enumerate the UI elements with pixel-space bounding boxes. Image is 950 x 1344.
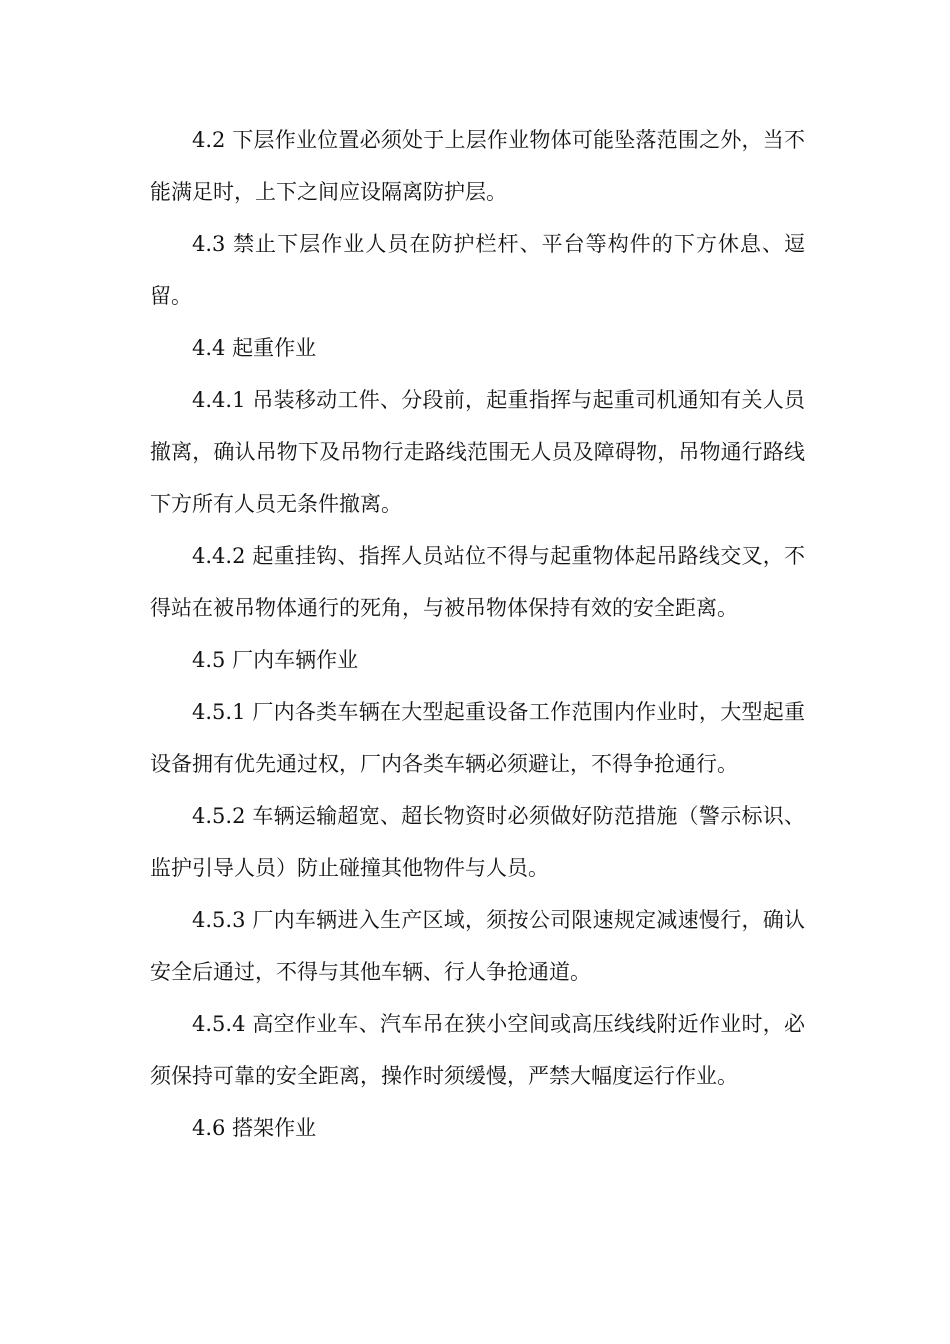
section-heading-4-6: 4.6 搭架作业: [192, 1116, 317, 1140]
paragraph-4-5-3: 4.5.3 厂内车辆进入生产区域，须按公司限速规定减速慢行，确认安全后通过，不得与其他车辆、行人争抢通道。: [150, 908, 805, 984]
paragraph-4-2: 4.2 下层作业位置必须处于上层作业物体可能坠落范围之外，当不能满足时，上下之间应设隔离防护层。: [150, 128, 805, 204]
paragraph-4-3: 4.3 禁止下层作业人员在防护栏杆、平台等构件的下方休息、逗留。: [150, 232, 805, 308]
paragraph-4-5-4: 4.5.4 高空作业车、汽车吊在狭小空间或高压线线附近作业时，必须保持可靠的安全距离，操作时须缓慢，严禁大幅度运行作业。: [150, 1012, 805, 1088]
paragraph-4-4-1: 4.4.1 吊装移动工件、分段前，起重指挥与起重司机通知有关人员撤离，确认吊物下及吊物行走路线范围无人员及障碍物，吊物通行路线下方所有人员无条件撤离。: [150, 388, 805, 516]
document-body: [150, 114, 805, 1154]
paragraph-4-5-2: 4.5.2 车辆运输超宽、超长物资时必须做好防范措施（警示标识、监护引导人员）防止碰撞其他物件与人员。: [150, 804, 805, 880]
paragraph-4-4-2: 4.4.2 起重挂钩、指挥人员站位不得与起重物体起吊路线交叉，不得站在被吊物体通行的死角，与被吊物体保持有效的安全距离。: [150, 544, 805, 620]
section-heading-4-4: 4.4 起重作业: [192, 336, 317, 360]
section-heading-4-5: 4.5 厂内车辆作业: [192, 648, 359, 672]
paragraph-4-5-1: 4.5.1 厂内各类车辆在大型起重设备工作范围内作业时，大型起重设备拥有优先通过权，厂内各类车辆必须避让，不得争抢通行。: [150, 700, 805, 776]
